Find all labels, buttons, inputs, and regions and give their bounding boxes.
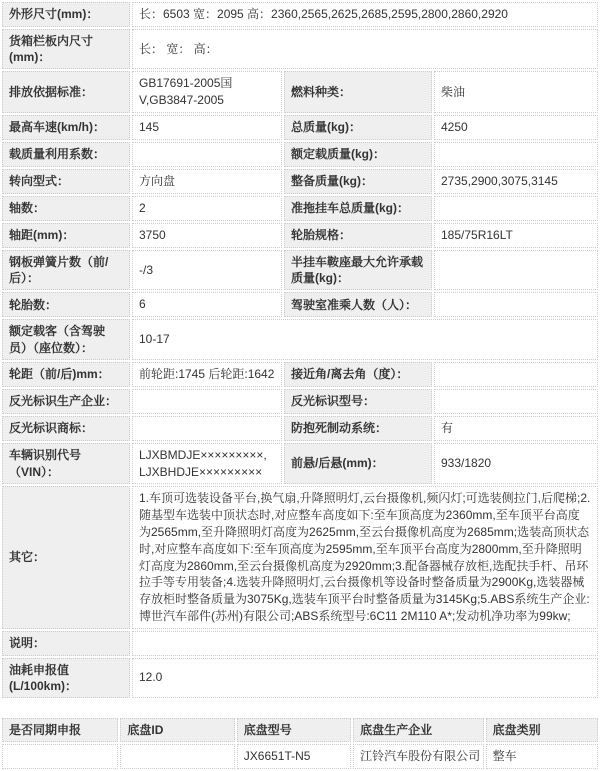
spec-row <box>2 631 598 656</box>
spec-label-cell: 燃料种类： <box>284 71 432 113</box>
spec-row <box>2 142 598 167</box>
spec-label-cell: 反光标识商标： <box>2 416 130 441</box>
spec-label-cell: 反光标识生产企业： <box>2 389 130 414</box>
spec-value-cell: 前轮距:1745 后轮距:1642 <box>132 362 282 387</box>
spec-row <box>2 2 598 27</box>
spec-value-cell: 有 <box>434 416 598 441</box>
spec-value-cell: 933/1820 <box>434 443 598 485</box>
spec-row <box>2 223 598 248</box>
spec-label-cell: 轮胎数： <box>2 292 130 317</box>
chassis-header-cell: 底盘型号 <box>237 718 351 742</box>
spec-label-cell: 接近角/离去角（度）： <box>284 362 432 387</box>
spec-value-cell <box>434 142 598 167</box>
spec-value-cell <box>434 196 598 221</box>
spec-value-cell <box>132 631 598 656</box>
spec-value-cell: 4250 <box>434 115 598 140</box>
spec-value-cell: 2735,2900,3075,3145 <box>434 169 598 194</box>
chassis-header-cell: 是否同期申报 <box>2 718 118 742</box>
spec-value-cell: 145 <box>132 115 282 140</box>
spec-label-cell: 说明： <box>2 631 130 656</box>
spec-row <box>2 196 598 221</box>
spec-label-cell: 总质量(kg)： <box>284 115 432 140</box>
spec-label-cell: 准拖挂车总质量(kg)： <box>284 196 432 221</box>
spec-row <box>2 389 598 414</box>
spec-value-cell: GB17691-2005国V,GB3847-2005 <box>132 71 282 113</box>
spec-row <box>2 250 598 290</box>
spec-value-cell: LJXBMDJE×××××××××, LJXBHDJE××××××××× <box>132 443 282 485</box>
spec-value-cell: 6 <box>132 292 282 317</box>
spec-value-cell: 12.0 <box>132 658 598 698</box>
spec-value-cell <box>132 416 282 441</box>
chassis-cell <box>2 744 118 769</box>
spec-value-cell <box>434 389 598 414</box>
spec-label-cell: 转向型式： <box>2 169 130 194</box>
spec-value-cell: 2 <box>132 196 282 221</box>
spec-label-cell: 额定载质量(kg)： <box>284 142 432 167</box>
spec-value-cell: 3750 <box>132 223 282 248</box>
spec-label-cell: 油耗申报值(L/100km)： <box>2 658 130 698</box>
spec-row <box>2 29 598 69</box>
spec-value-cell <box>434 362 598 387</box>
spec-value-cell <box>434 250 598 290</box>
spec-row <box>2 416 598 441</box>
spec-label-cell: 钢板弹簧片数（前/后）： <box>2 250 130 290</box>
spec-row <box>2 362 598 387</box>
spec-value-cell: 长： 宽： 高： <box>132 29 598 69</box>
spec-value-cell: 1.车顶可选装设备平台,换气扇,升降照明灯,云台摄像机,频闪灯;可选装侧拉门,后爬梯;2.随基型车选装中顶状态时,对应整车高度如下:至车顶高度为2360mm,至车顶平台高度为2565mm,至升降照明灯高度为2625mm,至云台摄像机高度为2685mm;选装高顶状态时,对应整车高度如下:至车顶高度为2595mm,至车顶平台高度为2800mm,至升降照明灯高度为2860mm,至云台摄像机高度为2920mm;3.配备器械存放柜,选配扶手杆、吊环拉手等专用装备;4.选装升降照明灯,云台摄像机等设备时整备质量为2900Kg,选装器械存放柜时整备质量为3075Kg,选装车顶平台时整备质量为3145Kg;5.ABS系统生产企业:博世汽车部件(苏州)有限公司;ABS系统型号:6C11 2M110 A*;发动机净功率为99kw; <box>132 486 598 628</box>
chassis-cell: JX6651T-N5 <box>237 744 351 769</box>
spec-row <box>2 319 598 359</box>
spec-value-cell: -/3 <box>132 250 282 290</box>
chassis-header-cell: 底盘ID <box>120 718 234 742</box>
spec-value-cell: 185/75R16LT <box>434 223 598 248</box>
spec-label-cell: 外形尺寸(mm)： <box>2 2 130 27</box>
spec-label-cell: 其它： <box>2 486 130 628</box>
spec-value-cell: 10-17 <box>132 319 598 359</box>
chassis-row <box>2 744 598 769</box>
spec-row <box>2 71 598 113</box>
spec-label-cell: 反光标识型号： <box>284 389 432 414</box>
spec-label-cell: 排放依据标准： <box>2 71 130 113</box>
spec-label-cell: 前悬/后悬(mm)： <box>284 443 432 485</box>
chassis-cell: 江铃汽车股份有限公司 <box>353 744 483 769</box>
spec-label-cell: 轮距（前/后)mm： <box>2 362 130 387</box>
chassis-cell: 整车 <box>486 744 598 769</box>
spec-value-cell: 长：6503 宽：2095 高：2360,2565,2625,2685,2595,2800,2860,2920 <box>132 2 598 27</box>
spec-row <box>2 292 598 317</box>
spec-row <box>2 169 598 194</box>
spec-label-cell: 轴数： <box>2 196 130 221</box>
spec-label-cell: 最高车速(km/h)： <box>2 115 130 140</box>
spec-label-cell: 额定载客（含驾驶员）（座位数）： <box>2 319 130 359</box>
chassis-table <box>0 716 600 771</box>
spec-row <box>2 443 598 485</box>
spec-label-cell: 轴距(mm)： <box>2 223 130 248</box>
chassis-header-cell: 底盘生产企业 <box>353 718 483 742</box>
spec-label-cell: 载质量利用系数： <box>2 142 130 167</box>
spec-row <box>2 486 598 628</box>
chassis-cell <box>120 744 234 769</box>
spec-label-cell: 整备质量(kg)： <box>284 169 432 194</box>
chassis-header-row <box>2 718 598 742</box>
spec-value-cell <box>434 292 598 317</box>
spec-label-cell: 轮胎规格： <box>284 223 432 248</box>
spec-label-cell: 货箱栏板内尺寸(mm)： <box>2 29 130 69</box>
spec-label-cell: 车辆识别代号（VIN）： <box>2 443 130 485</box>
spec-value-cell <box>132 142 282 167</box>
spec-value-cell: 柴油 <box>434 71 598 113</box>
spec-label-cell: 防抱死制动系统： <box>284 416 432 441</box>
chassis-header-cell: 底盘类别 <box>486 718 598 742</box>
spec-label-cell: 驾驶室准乘人数（人）： <box>284 292 432 317</box>
spec-value-cell: 方向盘 <box>132 169 282 194</box>
spec-label-cell: 半挂车鞍座最大允许承载质量(kg)： <box>284 250 432 290</box>
spec-value-cell <box>132 389 282 414</box>
spec-row <box>2 658 598 698</box>
spec-row <box>2 115 598 140</box>
